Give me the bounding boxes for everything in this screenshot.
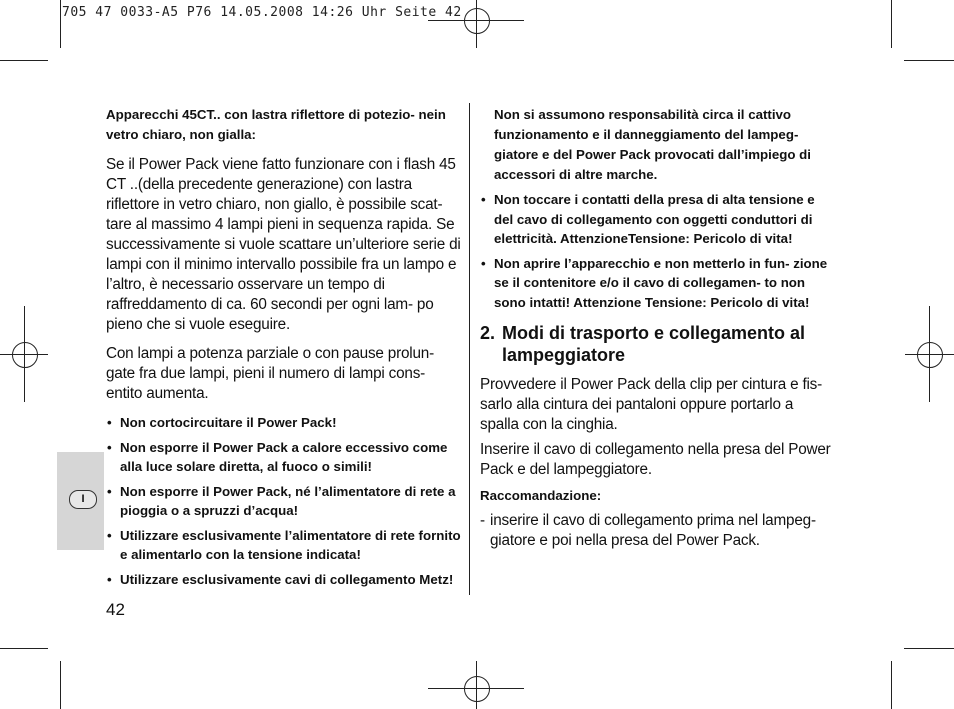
crop-mark-bottom-left-horizontal [0,648,48,649]
left-bullet-5: • Utilizzare esclusivamente cavi di collegamento Metz! [106,570,461,590]
crop-mark-bottom-left-vertical [60,661,61,709]
recommendation-item: - inserire il cavo di collegamento prima nel lampeg- giatore e poi nella presa del Power Pack. [480,511,832,551]
crop-mark-bottom-right-vertical [891,661,892,709]
crop-mark-top-left-horizontal [0,60,48,61]
left-column [106,105,461,589]
print-slug-line: 705 47 0033-A5 P76 14.05.2008 14:26 Uhr Seite 42 [62,5,462,20]
left-paragraph-1: Se il Power Pack viene fatto funzionare con i flash 45 CT ..(della precedente generazione) con lastra riflettore in vetro chiaro, non giallo, è possibile scat- tare al massimo 4 lampi pieni in sequenza rapida. Se successivamente si vuole scattare un’ulteriore serie di lampi con il minimo intervallo possibile fra un lampo e l’altro, è necessario osservare un tempo di raffreddamento di ca. 60 secondi per ogni lam- po pieno che si vuole eseguire. [106,156,461,333]
crop-mark-top-right-vertical [891,0,892,48]
crop-mark-top-right-horizontal [904,60,954,61]
section-heading-number: 2. [480,323,496,343]
right-bullet-1: • Non toccare i contatti della presa di alta tensione e del cavo di collegamento con oggetti conduttori di elettricità. AttenzioneTensione: Pericolo di vita! [480,190,832,249]
left-paragraph-2: Con lampi a potenza parziale o con pause prolun- gate fra due lampi, pieni il numero di lampi cons- entito aumenta. [106,345,434,402]
recommendation-label: Raccomandazione: [480,488,602,503]
column-divider [469,103,470,595]
section-heading-text: Modi di trasporto e collegamento al lampeggiatore [502,323,806,365]
page-number: 42 [106,600,125,619]
left-bullet-1: • Non cortocircuitare il Power Pack! [106,413,461,433]
section-heading [480,322,832,366]
left-bullet-3: • Non esporre il Power Pack, né l’alimentatore di rete a pioggia o a spruzzi d’acqua! [106,482,461,521]
right-bullet-2: • Non aprire l’apparecchio e non metterlo in fun- zione se il contenitore e/o il cavo di collegamen- to non sono intatti! Attenzione Tensione: Pericolo di vita! [480,254,832,313]
crop-mark-bottom-right-horizontal [904,648,954,649]
right-paragraph-1: Provvedere il Power Pack della clip per cintura e fis- sarlo alla cintura dei pantaloni oppure portarlo a spalla con la cinghia. [480,376,823,433]
left-bullet-4: • Utilizzare esclusivamente l’alimentatore di rete fornito e alimentarlo con la tensione indicata! [106,526,461,565]
left-subhead: Apparecchi 45CT.. con lastra riflettore di potezio- nein vetro chiaro, non gialla: [106,107,446,142]
crop-mark-top-left-vertical [60,0,61,48]
language-badge: I [69,490,97,509]
left-bullet-2: • Non esporre il Power Pack a calore eccessivo come alla luce solare diretta, al fuoco o simili! [106,438,461,477]
right-column [480,105,832,551]
language-side-tab [57,452,104,550]
right-paragraph-2: Inserire il cavo di collegamento nella presa del Power Pack e del lampeggiatore. [480,441,831,478]
right-intro-warning: Non si assumono responsabilità circa il cattivo funzionamento e il danneggiamento del lampeg- giatore e del Power Pack provocati dall’impiego di accessori di altre marche. [494,107,811,182]
